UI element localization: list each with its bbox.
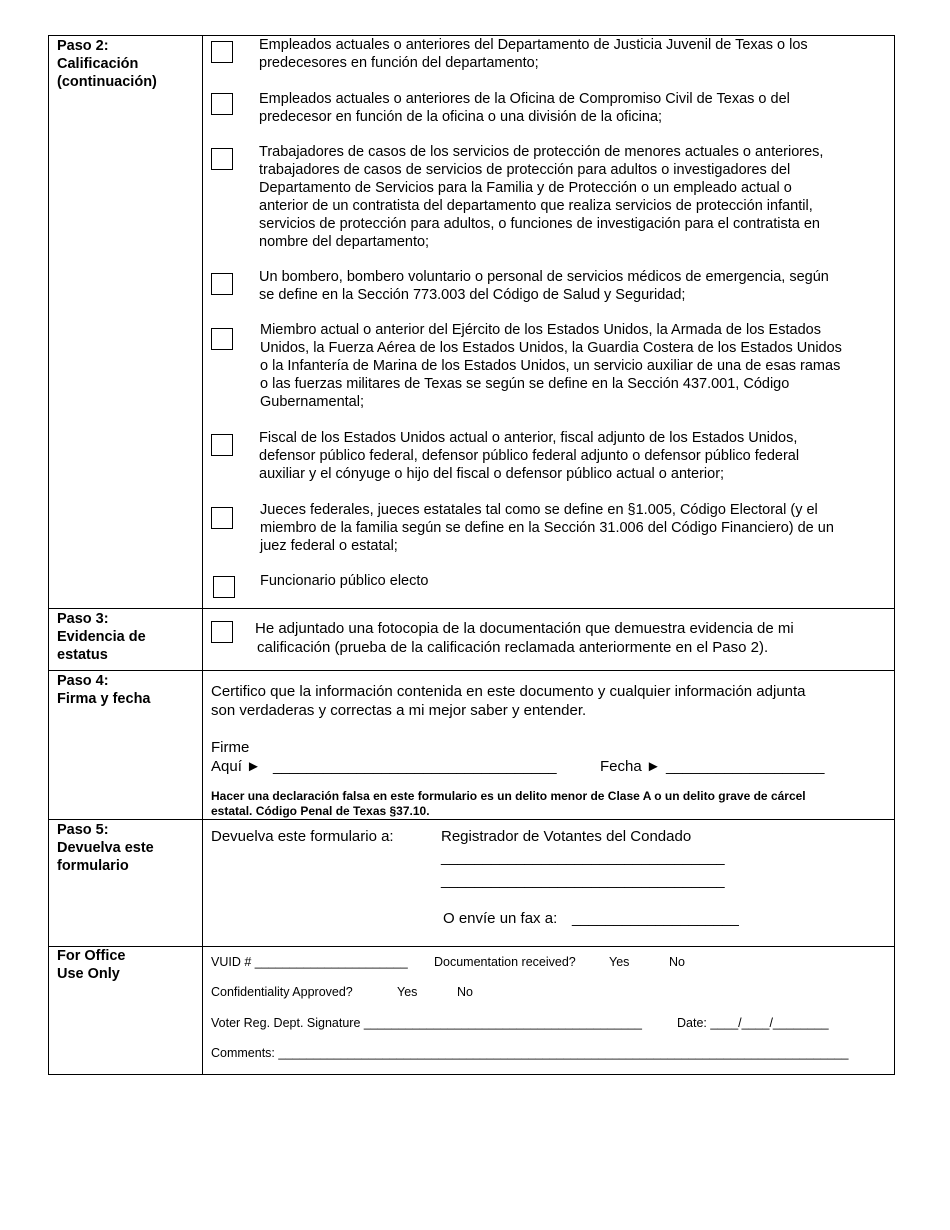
option-line: trabajadores de casos de servicios de protección para adultos o investigadores del [259,162,791,178]
step5-label [49,820,203,946]
documentation-yes[interactable]: Yes [609,955,630,969]
registrar-label: Registrador de Votantes del Condado [441,828,692,845]
option-line: predecesor en función de la oficina o una división de la oficina; [259,109,663,125]
step5-label-line: formulario [57,858,129,874]
certify-line: Certifico que la información contenida en este documento y cualquier información adjunta [211,683,806,700]
option-line: Trabajadores de casos de los servicios de protección de menores actuales o anteriores, [259,144,824,160]
date-line[interactable]: ___________________ [666,758,825,775]
option-line: defensor público federal, defensor público federal adjunto o defensor público federal [259,448,800,464]
option-line: predecesores en función del departamento; [259,55,539,71]
option-juvenile-justice [259,36,808,72]
option-military [260,321,842,411]
checkbox-firefighter[interactable] [211,273,233,295]
evidence-line: calificación (prueba de la calificación reclamada anteriormente en el Paso 2). [257,639,769,656]
step4-label [49,671,203,819]
warning-line: Hacer una declaración falsa en este formulario es un delito menor de Clase A o un delito grave de cárcel [211,789,806,803]
option-line: Unidos, la Fuerza Aérea de los Estados Unidos, la Guardia Costera de los Estados Unidos [260,340,842,356]
step2-row [49,36,894,609]
sign-here-label: Firme [211,739,250,756]
step4-row [49,671,894,820]
option-line: Jueces federales, jueces estatales tal como se define en §1.005, Código Electoral (y el [260,502,818,518]
step2-label [49,36,203,608]
step3-label [49,609,203,670]
option-firefighter [259,268,829,304]
confidentiality-no[interactable]: No [457,985,473,999]
checkbox-juvenile-justice[interactable] [211,41,233,63]
warning-line: estatal. Código Penal de Texas §37.10. [211,804,430,818]
step2-label-line: Paso 2: [57,38,109,54]
evidence-line: He adjuntado una fotocopia de la documentación que demuestra evidencia de mi [255,620,794,637]
checkbox-civil-commitment[interactable] [211,93,233,115]
fax-label: O envíe un fax a: [443,910,558,927]
step3-content [203,609,894,670]
office-date-field[interactable]: Date: ____/____/________ [677,1016,829,1030]
option-line: Gubernamental; [260,394,364,410]
date-label: Fecha ► [600,758,661,775]
step5-label-line: Devuelva este [57,840,154,856]
comments-field[interactable]: Comments: __________________________________________________________________________________ [211,1046,849,1060]
option-line: Un bombero, bombero voluntario o personal de servicios médicos de emergencia, según [259,269,829,285]
option-line: miembro de la familia según se define en la Sección 31.006 del Código Financiero) de un [260,520,834,536]
step2-label-line: (continuación) [57,74,157,90]
option-judges [260,501,834,555]
option-line: Empleados actuales o anteriores del Departamento de Justicia Juvenil de Texas o los [259,37,808,53]
documentation-received-label: Documentation received? [434,955,576,969]
certify-line: son verdaderas y correctas a mi mejor saber y entender. [211,702,587,719]
false-statement-warning [211,789,806,819]
checkbox-military[interactable] [211,328,233,350]
step3-label-line: Paso 3: [57,611,109,627]
option-line: Funcionario público electo [260,573,429,589]
checkbox-protective-services[interactable] [211,148,233,170]
confidentiality-yes[interactable]: Yes [397,985,418,999]
step4-label-line: Firma y fecha [57,691,151,707]
checkbox-judges[interactable] [211,507,233,529]
documentation-no[interactable]: No [669,955,685,969]
option-line: o la Infantería de Marina de los Estados Unidos, un servicio auxiliar de una de esas ramas [260,358,841,374]
option-line: auxiliar y el cónyuge o hijo del fiscal o defensor público actual o anterior; [259,466,725,482]
option-line: o las fuerzas militares de Texas se según se define en la Sección 437.001, Código [260,376,790,392]
step4-label-line: Paso 4: [57,673,109,689]
checkbox-prosecutor[interactable] [211,434,233,456]
office-label-line: For Office [57,948,126,964]
option-line: nombre del departamento; [259,234,430,250]
form-table [48,35,895,1075]
office-use-row [49,947,894,1074]
office-use-content [203,947,894,1074]
step2-label-line: Calificación [57,56,139,72]
option-line: Miembro actual o anterior del Ejército de los Estados Unidos, la Armada de los Estados [260,322,821,338]
step4-content [203,671,894,819]
fax-line[interactable]: ____________________ [572,910,739,927]
checkbox-evidence-attached[interactable] [211,621,233,643]
option-protective-services [259,143,823,251]
step5-label-line: Paso 5: [57,822,109,838]
option-elected-official [260,572,428,590]
certification-text [211,682,806,720]
step2-content [203,36,894,608]
return-form-label: Devuelva este formulario a: [211,828,394,845]
option-line: Departamento de Servicios para la Familia y de Protección o un empleado actual o [259,180,792,196]
step3-row [49,609,894,671]
option-civil-commitment [259,90,790,126]
evidence-statement [255,619,794,657]
office-use-label [49,947,203,1074]
option-line: juez federal o estatal; [260,538,398,554]
checkbox-elected-official[interactable] [213,576,235,598]
signature-line[interactable]: __________________________________ [273,758,557,775]
dept-signature-field[interactable]: Voter Reg. Dept. Signature ________________________________________ [211,1016,642,1030]
step3-label-line: Evidencia de [57,629,146,645]
step5-row [49,820,894,947]
option-line: Empleados actuales o anteriores de la Oficina de Compromiso Civil de Texas o del [259,91,790,107]
vuid-field[interactable]: VUID # ______________________ [211,955,408,969]
sign-here-arrow-label: Aquí ► [211,758,261,775]
confidentiality-approved-label: Confidentiality Approved? [211,985,353,999]
address-line-2[interactable]: __________________________________ [441,872,725,889]
step5-content [203,820,894,946]
step3-label-line: estatus [57,647,108,663]
option-line: servicios de protección para adultos, o funciones de investigación para el contratista en [259,216,820,232]
office-label-line: Use Only [57,966,120,982]
option-line: Fiscal de los Estados Unidos actual o anterior, fiscal adjunto de los Estados Unidos, [259,430,798,446]
address-line-1[interactable]: __________________________________ [441,849,725,866]
option-line: se define en la Sección 773.003 del Código de Salud y Seguridad; [259,287,686,303]
option-prosecutor [259,429,799,483]
option-line: anterior de un contratista del departamento que realiza servicios de protección infantil, [259,198,813,214]
